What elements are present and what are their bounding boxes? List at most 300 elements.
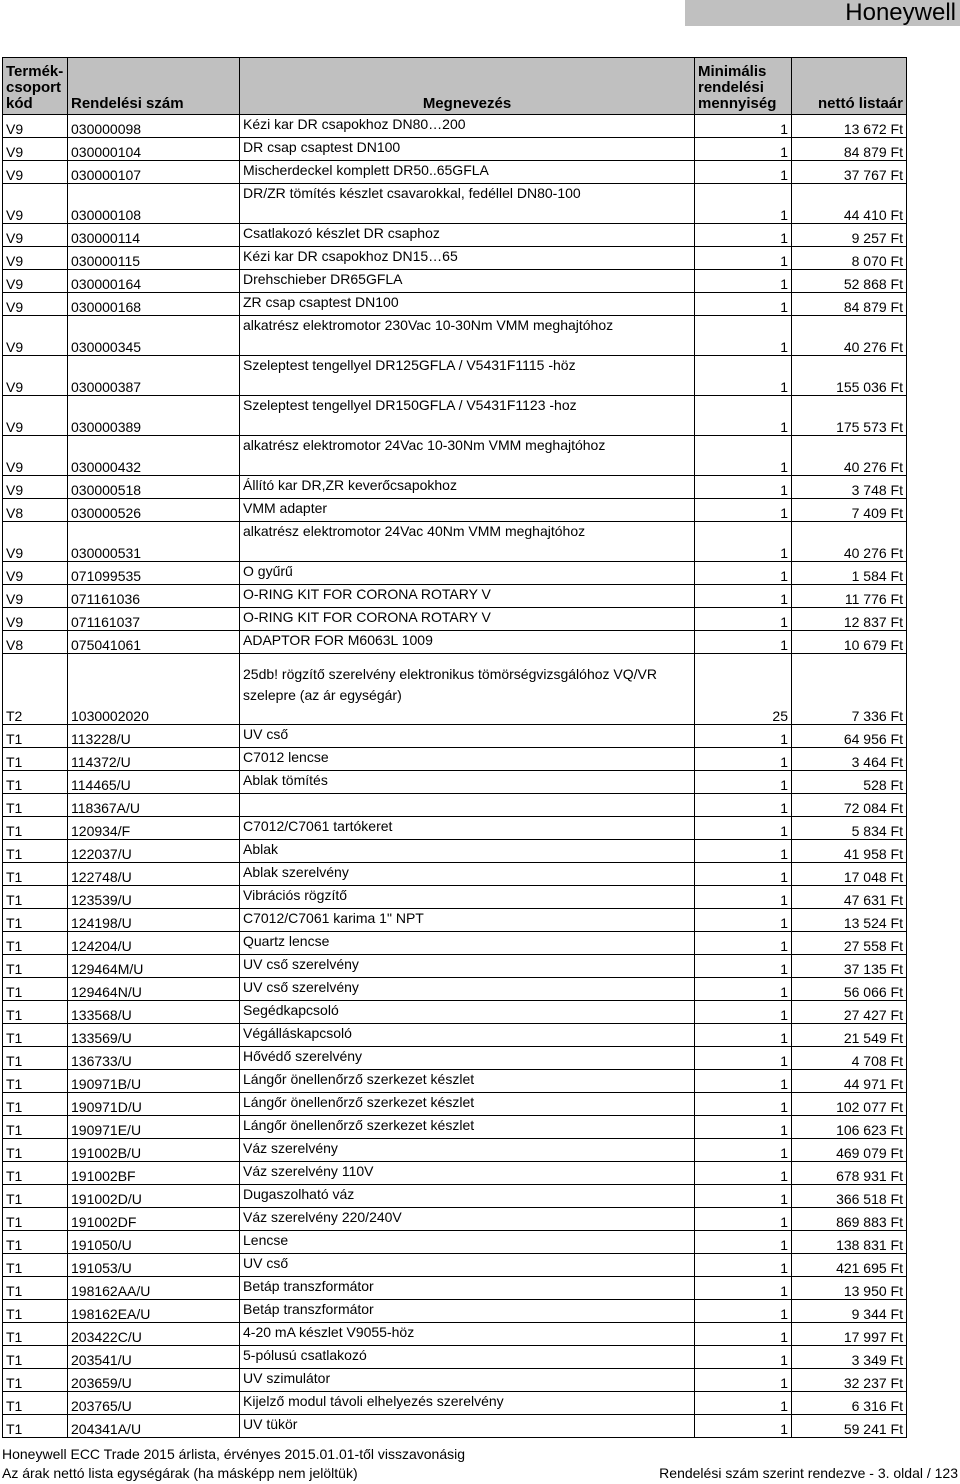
table-row bbox=[3, 794, 907, 817]
cell-order-number: 030000531 bbox=[68, 522, 240, 562]
price-list-table bbox=[2, 57, 907, 1438]
cell-name: Quartz lencse bbox=[240, 932, 695, 955]
cell-net-price: 40 276 Ft bbox=[792, 316, 907, 356]
cell-name: Mischerdeckel komplett DR50..65GFLA bbox=[240, 161, 695, 184]
cell-net-price: 7 336 Ft bbox=[792, 654, 907, 725]
cell-product-group: T1 bbox=[3, 1300, 68, 1323]
cell-order-number: 203541/U bbox=[68, 1346, 240, 1369]
cell-name: Lencse bbox=[240, 1231, 695, 1254]
cell-name: Ablak bbox=[240, 840, 695, 863]
table-row bbox=[3, 1047, 907, 1070]
cell-product-group: T1 bbox=[3, 1254, 68, 1277]
table-row bbox=[3, 436, 907, 476]
cell-net-price: 10 679 Ft bbox=[792, 631, 907, 654]
cell-min-qty: 1 bbox=[695, 794, 792, 817]
cell-min-qty: 1 bbox=[695, 1369, 792, 1392]
cell-min-qty: 1 bbox=[695, 1047, 792, 1070]
cell-product-group: T1 bbox=[3, 748, 68, 771]
cell-name: Betáp transzformátor bbox=[240, 1300, 695, 1323]
cell-net-price: 44 410 Ft bbox=[792, 184, 907, 224]
cell-product-group: T1 bbox=[3, 1139, 68, 1162]
cell-order-number: 198162EA/U bbox=[68, 1300, 240, 1323]
cell-order-number: 075041061 bbox=[68, 631, 240, 654]
cell-net-price: 13 950 Ft bbox=[792, 1277, 907, 1300]
cell-product-group: T1 bbox=[3, 1277, 68, 1300]
footer-line-2: Az árak nettó lista egységárak (ha másképp nem jelöltük) Rendelési szám szerint rendezve - 3. oldal / 123 bbox=[2, 1465, 958, 1481]
cell-min-qty: 1 bbox=[695, 316, 792, 356]
table-row bbox=[3, 356, 907, 396]
table-row bbox=[3, 115, 907, 138]
cell-order-number: 191002BF bbox=[68, 1162, 240, 1185]
cell-net-price: 21 549 Ft bbox=[792, 1024, 907, 1047]
cell-net-price: 27 427 Ft bbox=[792, 1001, 907, 1024]
cell-product-group: T1 bbox=[3, 1415, 68, 1438]
table-row bbox=[3, 224, 907, 247]
cell-order-number: 030000115 bbox=[68, 247, 240, 270]
cell-net-price: 106 623 Ft bbox=[792, 1116, 907, 1139]
table-row bbox=[3, 1277, 907, 1300]
cell-net-price: 84 879 Ft bbox=[792, 293, 907, 316]
table-row bbox=[3, 1415, 907, 1438]
cell-order-number: 030000108 bbox=[68, 184, 240, 224]
cell-product-group: V9 bbox=[3, 476, 68, 499]
cell-product-group: V9 bbox=[3, 247, 68, 270]
cell-product-group: V9 bbox=[3, 585, 68, 608]
cell-name: Szeleptest tengellyel DR125GFLA / V5431F1115 -höz bbox=[240, 356, 695, 396]
cell-order-number: 030000107 bbox=[68, 161, 240, 184]
cell-order-number: 030000098 bbox=[68, 115, 240, 138]
cell-name: C7012 lencse bbox=[240, 748, 695, 771]
cell-product-group: T1 bbox=[3, 863, 68, 886]
cell-min-qty: 1 bbox=[695, 886, 792, 909]
cell-name: Ablak tömítés bbox=[240, 771, 695, 794]
table-row bbox=[3, 817, 907, 840]
cell-net-price: 44 971 Ft bbox=[792, 1070, 907, 1093]
cell-name: 25db! rögzítő szerelvény elektronikus tömörségvizsgálóhoz VQ/VR szelepre (az ár egységár) bbox=[240, 654, 695, 725]
cell-min-qty: 1 bbox=[695, 1231, 792, 1254]
table-row bbox=[3, 725, 907, 748]
table-row bbox=[3, 654, 907, 725]
table-row bbox=[3, 499, 907, 522]
cell-order-number: 030000164 bbox=[68, 270, 240, 293]
cell-product-group: V9 bbox=[3, 161, 68, 184]
table-row bbox=[3, 1392, 907, 1415]
cell-product-group: T1 bbox=[3, 886, 68, 909]
cell-product-group: V9 bbox=[3, 316, 68, 356]
cell-net-price: 72 084 Ft bbox=[792, 794, 907, 817]
cell-net-price: 17 997 Ft bbox=[792, 1323, 907, 1346]
cell-net-price: 37 767 Ft bbox=[792, 161, 907, 184]
cell-product-group: T1 bbox=[3, 817, 68, 840]
cell-min-qty: 1 bbox=[695, 356, 792, 396]
table-row bbox=[3, 1139, 907, 1162]
cell-product-group: V9 bbox=[3, 562, 68, 585]
cell-name bbox=[240, 794, 695, 817]
cell-order-number: 071099535 bbox=[68, 562, 240, 585]
cell-order-number: 203765/U bbox=[68, 1392, 240, 1415]
cell-name: DR csap csaptest DN100 bbox=[240, 138, 695, 161]
cell-net-price: 59 241 Ft bbox=[792, 1415, 907, 1438]
brand-header: Honeywell bbox=[685, 0, 960, 26]
cell-order-number: 030000389 bbox=[68, 396, 240, 436]
cell-order-number: 123539/U bbox=[68, 886, 240, 909]
cell-net-price: 366 518 Ft bbox=[792, 1185, 907, 1208]
cell-net-price: 41 958 Ft bbox=[792, 840, 907, 863]
cell-net-price: 3 748 Ft bbox=[792, 476, 907, 499]
cell-product-group: T1 bbox=[3, 932, 68, 955]
cell-order-number: 122037/U bbox=[68, 840, 240, 863]
table-row bbox=[3, 748, 907, 771]
cell-name: Csatlakozó készlet DR csaphoz bbox=[240, 224, 695, 247]
cell-min-qty: 1 bbox=[695, 184, 792, 224]
cell-net-price: 175 573 Ft bbox=[792, 396, 907, 436]
cell-order-number: 191053/U bbox=[68, 1254, 240, 1277]
cell-net-price: 138 831 Ft bbox=[792, 1231, 907, 1254]
cell-order-number: 114372/U bbox=[68, 748, 240, 771]
cell-min-qty: 1 bbox=[695, 1139, 792, 1162]
table-row bbox=[3, 396, 907, 436]
cell-name: Szeleptest tengellyel DR150GFLA / V5431F1123 -hoz bbox=[240, 396, 695, 436]
cell-order-number: 129464N/U bbox=[68, 978, 240, 1001]
cell-net-price: 17 048 Ft bbox=[792, 863, 907, 886]
cell-order-number: 191002B/U bbox=[68, 1139, 240, 1162]
cell-name: C7012/C7061 tartókeret bbox=[240, 817, 695, 840]
cell-name: O gyűrű bbox=[240, 562, 695, 585]
cell-net-price: 9 257 Ft bbox=[792, 224, 907, 247]
table-row bbox=[3, 631, 907, 654]
cell-min-qty: 25 bbox=[695, 654, 792, 725]
cell-min-qty: 1 bbox=[695, 499, 792, 522]
cell-name: UV cső szerelvény bbox=[240, 955, 695, 978]
cell-order-number: 190971D/U bbox=[68, 1093, 240, 1116]
cell-min-qty: 1 bbox=[695, 909, 792, 932]
cell-order-number: 030000518 bbox=[68, 476, 240, 499]
cell-product-group: T1 bbox=[3, 978, 68, 1001]
cell-name: UV cső szerelvény bbox=[240, 978, 695, 1001]
cell-net-price: 4 708 Ft bbox=[792, 1047, 907, 1070]
cell-product-group: V9 bbox=[3, 115, 68, 138]
table-row bbox=[3, 138, 907, 161]
cell-min-qty: 1 bbox=[695, 115, 792, 138]
cell-min-qty: 1 bbox=[695, 224, 792, 247]
table-row bbox=[3, 978, 907, 1001]
cell-order-number: 118367A/U bbox=[68, 794, 240, 817]
cell-order-number: 114465/U bbox=[68, 771, 240, 794]
table-row bbox=[3, 562, 907, 585]
table-row bbox=[3, 955, 907, 978]
header-name: Megnevezés bbox=[240, 58, 695, 115]
cell-name: Kézi kar DR csapokhoz DN15…65 bbox=[240, 247, 695, 270]
cell-product-group: T1 bbox=[3, 1047, 68, 1070]
table-row bbox=[3, 1185, 907, 1208]
page-indicator: Rendelési szám szerint rendezve - 3. oldal / 123 bbox=[659, 1465, 958, 1481]
cell-min-qty: 1 bbox=[695, 863, 792, 886]
cell-net-price: 13 672 Ft bbox=[792, 115, 907, 138]
cell-min-qty: 1 bbox=[695, 138, 792, 161]
cell-name: Állító kar DR,ZR keverőcsapokhoz bbox=[240, 476, 695, 499]
cell-order-number: 191002D/U bbox=[68, 1185, 240, 1208]
cell-name: 5-pólusú csatlakozó bbox=[240, 1346, 695, 1369]
table-row bbox=[3, 1300, 907, 1323]
cell-name: Betáp transzformátor bbox=[240, 1277, 695, 1300]
cell-order-number: 030000387 bbox=[68, 356, 240, 396]
cell-net-price: 6 316 Ft bbox=[792, 1392, 907, 1415]
cell-order-number: 190971B/U bbox=[68, 1070, 240, 1093]
cell-product-group: V9 bbox=[3, 608, 68, 631]
table-row bbox=[3, 1208, 907, 1231]
cell-net-price: 40 276 Ft bbox=[792, 436, 907, 476]
table-row bbox=[3, 184, 907, 224]
cell-product-group: T1 bbox=[3, 1346, 68, 1369]
cell-name: Lángőr önellenőrző szerkezet készlet bbox=[240, 1070, 695, 1093]
cell-min-qty: 1 bbox=[695, 396, 792, 436]
cell-order-number: 1030002020 bbox=[68, 654, 240, 725]
table-row bbox=[3, 863, 907, 886]
cell-order-number: 071161036 bbox=[68, 585, 240, 608]
cell-min-qty: 1 bbox=[695, 1323, 792, 1346]
table-header-row bbox=[3, 58, 907, 115]
cell-order-number: 120934/F bbox=[68, 817, 240, 840]
cell-min-qty: 1 bbox=[695, 270, 792, 293]
cell-product-group: T1 bbox=[3, 1001, 68, 1024]
cell-name: alkatrész elektromotor 24Vac 40Nm VMM meghajtóhoz bbox=[240, 522, 695, 562]
cell-order-number: 071161037 bbox=[68, 608, 240, 631]
cell-min-qty: 1 bbox=[695, 161, 792, 184]
cell-name: ADAPTOR FOR M6063L 1009 bbox=[240, 631, 695, 654]
cell-name: Hővédő szerelvény bbox=[240, 1047, 695, 1070]
cell-order-number: 030000526 bbox=[68, 499, 240, 522]
table-row bbox=[3, 293, 907, 316]
cell-product-group: V9 bbox=[3, 522, 68, 562]
table-row bbox=[3, 1070, 907, 1093]
header-product-group-code: Termék- csoport kód bbox=[3, 58, 68, 115]
table-row bbox=[3, 316, 907, 356]
table-row bbox=[3, 909, 907, 932]
cell-name: Segédkapcsoló bbox=[240, 1001, 695, 1024]
cell-product-group: T1 bbox=[3, 840, 68, 863]
cell-name: Vibrációs rögzítő bbox=[240, 886, 695, 909]
cell-product-group: T1 bbox=[3, 1024, 68, 1047]
cell-min-qty: 1 bbox=[695, 978, 792, 1001]
cell-min-qty: 1 bbox=[695, 476, 792, 499]
cell-name: Dugaszolható váz bbox=[240, 1185, 695, 1208]
cell-product-group: T1 bbox=[3, 1369, 68, 1392]
cell-name: Váz szerelvény 110V bbox=[240, 1162, 695, 1185]
cell-order-number: 133568/U bbox=[68, 1001, 240, 1024]
cell-min-qty: 1 bbox=[695, 1208, 792, 1231]
cell-order-number: 203422C/U bbox=[68, 1323, 240, 1346]
cell-order-number: 122748/U bbox=[68, 863, 240, 886]
cell-order-number: 030000345 bbox=[68, 316, 240, 356]
cell-net-price: 421 695 Ft bbox=[792, 1254, 907, 1277]
cell-product-group: T1 bbox=[3, 1093, 68, 1116]
cell-net-price: 1 584 Ft bbox=[792, 562, 907, 585]
cell-product-group: V9 bbox=[3, 270, 68, 293]
cell-net-price: 52 868 Ft bbox=[792, 270, 907, 293]
header-min-order-qty: Minimális rendelési mennyiség bbox=[695, 58, 792, 115]
cell-net-price: 469 079 Ft bbox=[792, 1139, 907, 1162]
table-row bbox=[3, 932, 907, 955]
cell-min-qty: 1 bbox=[695, 1093, 792, 1116]
cell-order-number: 136733/U bbox=[68, 1047, 240, 1070]
cell-min-qty: 1 bbox=[695, 522, 792, 562]
cell-net-price: 155 036 Ft bbox=[792, 356, 907, 396]
cell-name: Végálláskapcsoló bbox=[240, 1024, 695, 1047]
table-row bbox=[3, 585, 907, 608]
cell-name: VMM adapter bbox=[240, 499, 695, 522]
cell-min-qty: 1 bbox=[695, 293, 792, 316]
cell-order-number: 198162AA/U bbox=[68, 1277, 240, 1300]
table-row bbox=[3, 1024, 907, 1047]
cell-name: Lángőr önellenőrző szerkezet készlet bbox=[240, 1116, 695, 1139]
cell-product-group: T1 bbox=[3, 725, 68, 748]
cell-order-number: 190971E/U bbox=[68, 1116, 240, 1139]
cell-name: UV tükör bbox=[240, 1415, 695, 1438]
table-row bbox=[3, 270, 907, 293]
table-row bbox=[3, 771, 907, 794]
cell-order-number: 124204/U bbox=[68, 932, 240, 955]
cell-net-price: 869 883 Ft bbox=[792, 1208, 907, 1231]
cell-product-group: T1 bbox=[3, 1208, 68, 1231]
cell-min-qty: 1 bbox=[695, 608, 792, 631]
cell-min-qty: 1 bbox=[695, 562, 792, 585]
cell-product-group: V9 bbox=[3, 184, 68, 224]
cell-order-number: 030000114 bbox=[68, 224, 240, 247]
cell-net-price: 37 135 Ft bbox=[792, 955, 907, 978]
cell-product-group: T1 bbox=[3, 955, 68, 978]
cell-min-qty: 1 bbox=[695, 1300, 792, 1323]
cell-min-qty: 1 bbox=[695, 817, 792, 840]
table-row bbox=[3, 476, 907, 499]
cell-name: 4-20 mA készlet V9055-höz bbox=[240, 1323, 695, 1346]
table-row bbox=[3, 247, 907, 270]
cell-product-group: V9 bbox=[3, 293, 68, 316]
cell-product-group: T1 bbox=[3, 1070, 68, 1093]
cell-name: Kézi kar DR csapokhoz DN80…200 bbox=[240, 115, 695, 138]
table-row bbox=[3, 1254, 907, 1277]
table-row bbox=[3, 1093, 907, 1116]
cell-name: Lángőr önellenőrző szerkezet készlet bbox=[240, 1093, 695, 1116]
cell-min-qty: 1 bbox=[695, 247, 792, 270]
cell-min-qty: 1 bbox=[695, 1415, 792, 1438]
cell-min-qty: 1 bbox=[695, 748, 792, 771]
table-row bbox=[3, 1116, 907, 1139]
cell-min-qty: 1 bbox=[695, 436, 792, 476]
cell-net-price: 27 558 Ft bbox=[792, 932, 907, 955]
cell-net-price: 9 344 Ft bbox=[792, 1300, 907, 1323]
cell-name: Ablak szerelvény bbox=[240, 863, 695, 886]
table-row bbox=[3, 1001, 907, 1024]
cell-product-group: T1 bbox=[3, 1323, 68, 1346]
cell-order-number: 113228/U bbox=[68, 725, 240, 748]
cell-name: Drehschieber DR65GFLA bbox=[240, 270, 695, 293]
cell-min-qty: 1 bbox=[695, 725, 792, 748]
cell-net-price: 528 Ft bbox=[792, 771, 907, 794]
cell-product-group: V9 bbox=[3, 436, 68, 476]
cell-name: UV cső bbox=[240, 1254, 695, 1277]
cell-net-price: 5 834 Ft bbox=[792, 817, 907, 840]
cell-name: alkatrész elektromotor 24Vac 10-30Nm VMM meghajtóhoz bbox=[240, 436, 695, 476]
cell-product-group: V8 bbox=[3, 499, 68, 522]
table-row bbox=[3, 522, 907, 562]
cell-name: Váz szerelvény 220/240V bbox=[240, 1208, 695, 1231]
cell-net-price: 8 070 Ft bbox=[792, 247, 907, 270]
cell-net-price: 102 077 Ft bbox=[792, 1093, 907, 1116]
cell-min-qty: 1 bbox=[695, 932, 792, 955]
cell-product-group: V9 bbox=[3, 356, 68, 396]
cell-min-qty: 1 bbox=[695, 1277, 792, 1300]
cell-name: Váz szerelvény bbox=[240, 1139, 695, 1162]
cell-net-price: 7 409 Ft bbox=[792, 499, 907, 522]
cell-net-price: 3 464 Ft bbox=[792, 748, 907, 771]
cell-name: UV cső bbox=[240, 725, 695, 748]
cell-net-price: 32 237 Ft bbox=[792, 1369, 907, 1392]
cell-min-qty: 1 bbox=[695, 1254, 792, 1277]
table-row bbox=[3, 1231, 907, 1254]
cell-order-number: 030000432 bbox=[68, 436, 240, 476]
table-row bbox=[3, 1346, 907, 1369]
cell-order-number: 133569/U bbox=[68, 1024, 240, 1047]
cell-min-qty: 1 bbox=[695, 771, 792, 794]
cell-product-group: T1 bbox=[3, 771, 68, 794]
table-row bbox=[3, 1369, 907, 1392]
header-order-number: Rendelési szám bbox=[68, 58, 240, 115]
cell-product-group: V9 bbox=[3, 396, 68, 436]
header-net-price: nettó listaár bbox=[792, 58, 907, 115]
cell-order-number: 191002DF bbox=[68, 1208, 240, 1231]
cell-net-price: 12 837 Ft bbox=[792, 608, 907, 631]
cell-product-group: T1 bbox=[3, 794, 68, 817]
cell-order-number: 191050/U bbox=[68, 1231, 240, 1254]
cell-min-qty: 1 bbox=[695, 1116, 792, 1139]
table-row bbox=[3, 161, 907, 184]
table-row bbox=[3, 1323, 907, 1346]
cell-net-price: 11 776 Ft bbox=[792, 585, 907, 608]
cell-product-group: T1 bbox=[3, 1231, 68, 1254]
cell-min-qty: 1 bbox=[695, 585, 792, 608]
cell-name: O-RING KIT FOR CORONA ROTARY V bbox=[240, 585, 695, 608]
cell-product-group: T1 bbox=[3, 1185, 68, 1208]
cell-net-price: 678 931 Ft bbox=[792, 1162, 907, 1185]
footer-line-1: Honeywell ECC Trade 2015 árlista, érvényes 2015.01.01-től visszavonásig bbox=[2, 1446, 466, 1462]
cell-net-price: 84 879 Ft bbox=[792, 138, 907, 161]
cell-min-qty: 1 bbox=[695, 1001, 792, 1024]
cell-order-number: 124198/U bbox=[68, 909, 240, 932]
cell-net-price: 56 066 Ft bbox=[792, 978, 907, 1001]
cell-min-qty: 1 bbox=[695, 840, 792, 863]
cell-net-price: 3 349 Ft bbox=[792, 1346, 907, 1369]
cell-product-group: T1 bbox=[3, 1116, 68, 1139]
cell-product-group: T1 bbox=[3, 1162, 68, 1185]
cell-min-qty: 1 bbox=[695, 1070, 792, 1093]
cell-name: ZR csap csaptest DN100 bbox=[240, 293, 695, 316]
cell-order-number: 204341A/U bbox=[68, 1415, 240, 1438]
table-row bbox=[3, 886, 907, 909]
table-row bbox=[3, 608, 907, 631]
cell-name: DR/ZR tömítés készlet csavarokkal, fedéllel DN80-100 bbox=[240, 184, 695, 224]
cell-min-qty: 1 bbox=[695, 955, 792, 978]
cell-product-group: V9 bbox=[3, 224, 68, 247]
cell-name: alkatrész elektromotor 230Vac 10-30Nm VMM meghajtóhoz bbox=[240, 316, 695, 356]
cell-name: Kijelző modul távoli elhelyezés szerelvény bbox=[240, 1392, 695, 1415]
cell-product-group: T2 bbox=[3, 654, 68, 725]
cell-order-number: 129464M/U bbox=[68, 955, 240, 978]
cell-min-qty: 1 bbox=[695, 1162, 792, 1185]
cell-product-group: V9 bbox=[3, 138, 68, 161]
cell-product-group: V8 bbox=[3, 631, 68, 654]
cell-order-number: 203659/U bbox=[68, 1369, 240, 1392]
cell-net-price: 40 276 Ft bbox=[792, 522, 907, 562]
